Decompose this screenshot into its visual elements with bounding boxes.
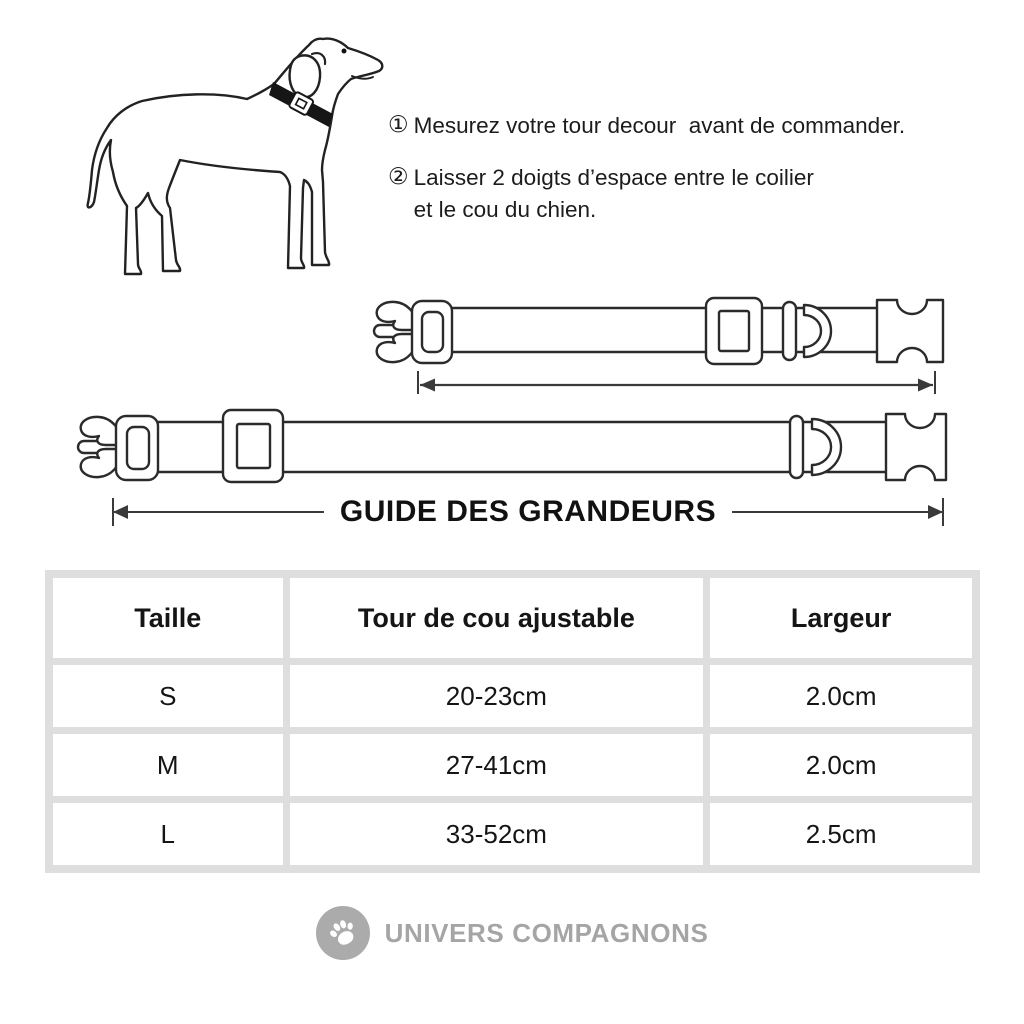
buckle-housing: [877, 300, 943, 362]
instruction-step-1: [388, 110, 988, 142]
measure-arrow-right: [732, 511, 942, 513]
size-table-cell: 2.0cm: [710, 665, 972, 727]
instruction-step-2: [388, 162, 988, 226]
step-2-line-2: et le cou du chien.: [413, 197, 597, 222]
size-table-cell: 2.0cm: [710, 734, 972, 796]
collar-illustration-long: [68, 408, 956, 488]
paw-icon: [324, 914, 362, 952]
buckle-frame: [412, 301, 452, 363]
step-2-line-1: Laisser 2 doigts d’espace entre le coilier: [413, 165, 814, 190]
strap-keeper: [783, 302, 796, 360]
size-table: [45, 570, 980, 873]
brand-name: UNIVERS COMPAGNONS: [384, 917, 709, 948]
tri-glide-slider: [223, 410, 283, 482]
size-table-cell: L: [53, 803, 283, 865]
size-table-header-tour-de-cou: Tour de cou ajustable: [290, 578, 704, 658]
measurement-instructions: [388, 110, 988, 226]
buckle-frame: [116, 416, 158, 480]
size-table-cell: S: [53, 665, 283, 727]
size-table-cell: 27-41cm: [290, 734, 704, 796]
brand-footer: [0, 906, 1024, 960]
size-table-cell: 2.5cm: [710, 803, 972, 865]
step-1-number: ①: [388, 112, 409, 138]
dog-body-outline: [88, 39, 383, 274]
dog-ear: [290, 55, 321, 97]
dog-illustration: [82, 28, 390, 288]
size-guide-title: GUIDE DES GRANDEURS: [339, 495, 717, 528]
tri-glide-slider: [706, 298, 762, 364]
measurement-arrow: [418, 371, 935, 394]
size-guide-heading-row: [112, 490, 944, 534]
measure-arrow-left: [114, 511, 324, 513]
buckle-housing: [886, 414, 946, 480]
size-table-header-largeur: Largeur: [710, 578, 972, 658]
size-table-cell: 33-52cm: [290, 803, 704, 865]
dog-eye: [342, 49, 347, 54]
step-1-text: Mesurez votre tour decour avant de commander.: [413, 113, 906, 138]
strap-keeper: [790, 416, 803, 478]
size-table-cell: 20-23cm: [290, 665, 704, 727]
step-2-number: ②: [388, 164, 409, 190]
size-table-cell: M: [53, 734, 283, 796]
brand-logo: [316, 906, 370, 960]
size-table-header-taille: Taille: [53, 578, 283, 658]
collar-illustration-short: [366, 288, 948, 394]
